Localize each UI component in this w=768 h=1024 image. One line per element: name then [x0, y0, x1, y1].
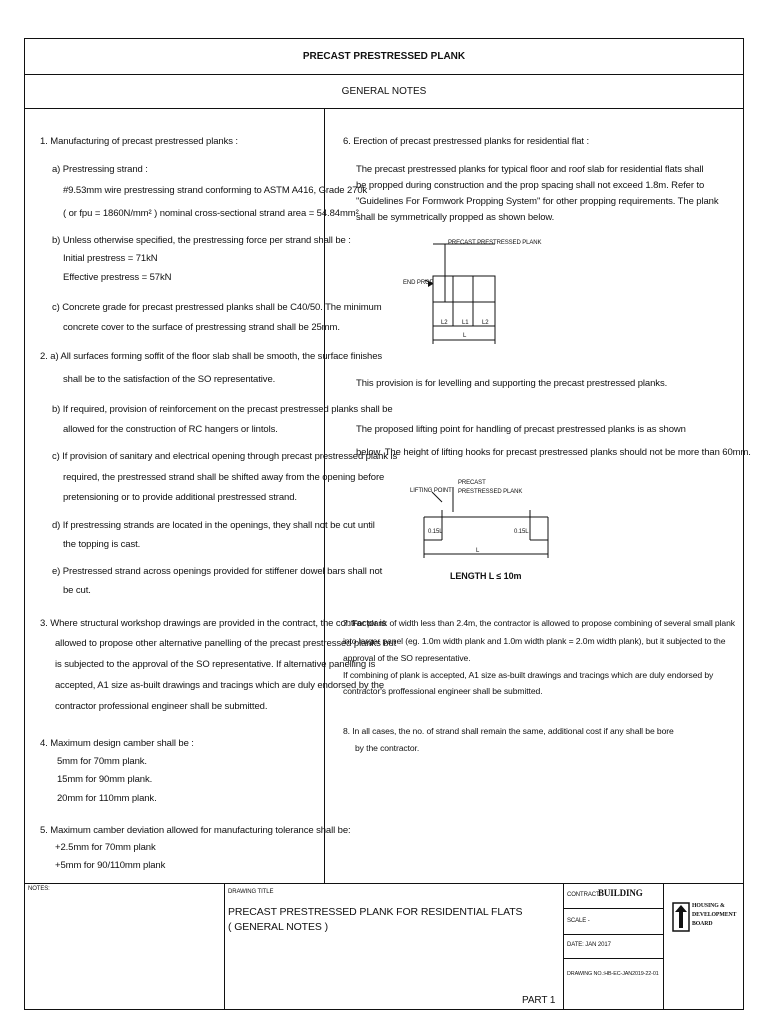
note-line: e) Prestressed strand across openings provided for stiffener dowel bars shall not: [52, 566, 383, 577]
contract-value: BUILDING: [598, 888, 643, 898]
note-line: b) If required, provision of reinforcement on the precast prestressed planks shall be: [52, 404, 393, 415]
note-line: the topping is cast.: [63, 539, 141, 550]
drawing-title: PRECAST PRESTRESSED PLANK FOR RESIDENTIAL FLATS: [228, 906, 523, 918]
note-line: be cut.: [63, 585, 91, 596]
note-line: Initial prestress = 71kN: [63, 253, 158, 264]
note-line: 5mm for 70mm plank.: [57, 756, 147, 767]
page-subtitle: GENERAL NOTES: [341, 86, 427, 97]
drawing-subtitle: ( GENERAL NOTES ): [228, 921, 329, 933]
note-line: accepted, A1 size as-built drawings and tracings which are duly endorsed by the: [55, 680, 385, 691]
note-line: If combining of plank is accepted, A1 size as-built drawings and tracings which are duly endorsed by: [343, 670, 714, 680]
logo-text: DEVELOPMENT: [692, 912, 737, 918]
note-line: Effective prestress = 57kN: [63, 272, 172, 283]
total-length-label: L: [476, 548, 480, 554]
note-line: by the contractor.: [355, 743, 420, 753]
note-line: 6. Erection of precast prestressed planks for residential flat :: [343, 136, 589, 147]
note-line: contractor's proffessional engineer shall be submitted.: [343, 686, 543, 696]
note-line: be propped during construction and the prop spacing shall not exceed 1.8m. Refer to: [356, 180, 705, 191]
note-line: pretensioning or to provide additional prestressed strand.: [63, 492, 297, 503]
scale-label: SCALE -: [567, 918, 590, 924]
note-line: is subjected to the approval of the SO representative. If alternative panelling is: [55, 659, 376, 670]
note-line: 2. a) All surfaces forming soffit of the floor slab shall be smooth, the surface finishes: [40, 351, 383, 362]
note-line: allowed for the construction of RC hangers or lintols.: [63, 424, 278, 435]
plank-label: PRESTRESSED PLANK: [458, 489, 523, 495]
span-label: L1: [462, 320, 469, 326]
notes-label: NOTES:: [28, 886, 50, 892]
note-line: "Guidelines For Formwork Propping System" for other propping requirements. The plank: [356, 196, 719, 207]
note-line: allowed to propose other alternative panelling of the precast prestressed planks but: [55, 638, 397, 649]
length-caption: LENGTH L ≤ 10m: [450, 571, 522, 581]
drawing-title-label: DRAWING TITLE: [228, 889, 274, 895]
propping-diagram: [395, 236, 525, 356]
end-prop-label: END PROP: [403, 280, 434, 286]
note-line: 8. In all cases, the no. of strand shall remain the same, additional cost if any shall be bore: [343, 726, 674, 736]
span-label: L2: [482, 320, 489, 326]
logo-text: HOUSING &: [692, 903, 725, 909]
page-title: PRECAST PRESTRESSED PLANK: [302, 51, 466, 62]
note-line: 15mm for 90mm plank.: [57, 774, 153, 785]
note-line: #9.53mm wire prestressing strand conforming to ASTM A416, Grade 270k: [63, 185, 368, 196]
span-label: L2: [441, 320, 448, 326]
hdb-logo: [672, 902, 742, 936]
note-line: shall be to the satisfaction of the SO representative.: [63, 374, 276, 385]
note-line: This provision is for levelling and supporting the precast prestressed planks.: [356, 378, 668, 389]
lifting-point-label: LIFTING POINT: [410, 488, 452, 494]
total-length-label: L: [463, 333, 467, 339]
note-line: +5mm for 90/110mm plank: [55, 860, 166, 871]
date-label: DATE: JAN 2017: [567, 942, 611, 948]
note-line: 4. Maximum design camber shall be :: [40, 738, 194, 749]
note-line: 5. Maximum camber deviation allowed for manufacturing tolerance shall be:: [40, 825, 351, 836]
note-line: below. The height of lifting hooks for precast prestressed planks should not be more than 60mm.: [356, 447, 751, 458]
part-number: PART 1: [522, 995, 556, 1006]
note-line: approval of the SO representative.: [343, 653, 471, 663]
note-line: The proposed lifting point for handling of precast prestressed planks is as shown: [356, 424, 686, 435]
contract-label: CONTRACT:: [567, 892, 601, 898]
note-line: concrete cover to the surface of prestressing strand shall be 25mm.: [63, 322, 340, 333]
note-line: +2.5mm for 70mm plank: [55, 842, 156, 853]
note-line: c) Concrete grade for precast prestressed planks shall be C40/50. The minimum: [52, 302, 382, 313]
note-line: b) Unless otherwise specified, the prestressing force per strand shall be :: [52, 235, 351, 246]
note-line: d) If prestressing strands are located in the openings, they shall not be cut until: [52, 520, 375, 531]
logo-text: BOARD: [692, 921, 713, 927]
end-dim-label: 0.15L: [514, 529, 529, 535]
note-line: 7. For plank of width less than 2.4m, the contractor is allowed to propose combining of several small plank: [343, 618, 735, 628]
plank-label: PRECAST PRESTRESSED PLANK: [448, 240, 542, 246]
plank-label: PRECAST: [458, 480, 486, 486]
note-line: ( or fpu = 1860N/mm² ) nominal cross-sectional strand area = 54.84mm²: [63, 208, 359, 219]
note-line: into larger panel (eg. 1.0m width plank and 1.0m width plank = 2.0m width plank), but it subjected to the: [343, 636, 726, 646]
note-line: 20mm for 110mm plank.: [57, 793, 157, 804]
house-arrow-icon: [672, 902, 690, 932]
note-line: contractor professional engineer shall be submitted.: [55, 701, 268, 712]
drawing-number: DRAWING NO.:HB-EC-JAN2019-22-01: [567, 971, 659, 977]
end-dim-label: 0.15L: [428, 529, 443, 535]
note-line: required, the prestressed strand shall be shifted away from the opening before: [63, 472, 385, 483]
note-line: a) Prestressing strand :: [52, 164, 148, 175]
note-line: 1. Manufacturing of precast prestressed planks :: [40, 136, 238, 147]
note-line: The precast prestressed planks for typical floor and roof slab for residential flats shall: [356, 164, 704, 175]
note-line: 3. Where structural workshop drawings are provided in the contract, the contractor is: [40, 618, 387, 629]
note-line: c) If provision of sanitary and electrical opening through precast prestressed plank is: [52, 451, 398, 462]
note-line: shall be symmetrically propped as shown below.: [356, 212, 555, 223]
